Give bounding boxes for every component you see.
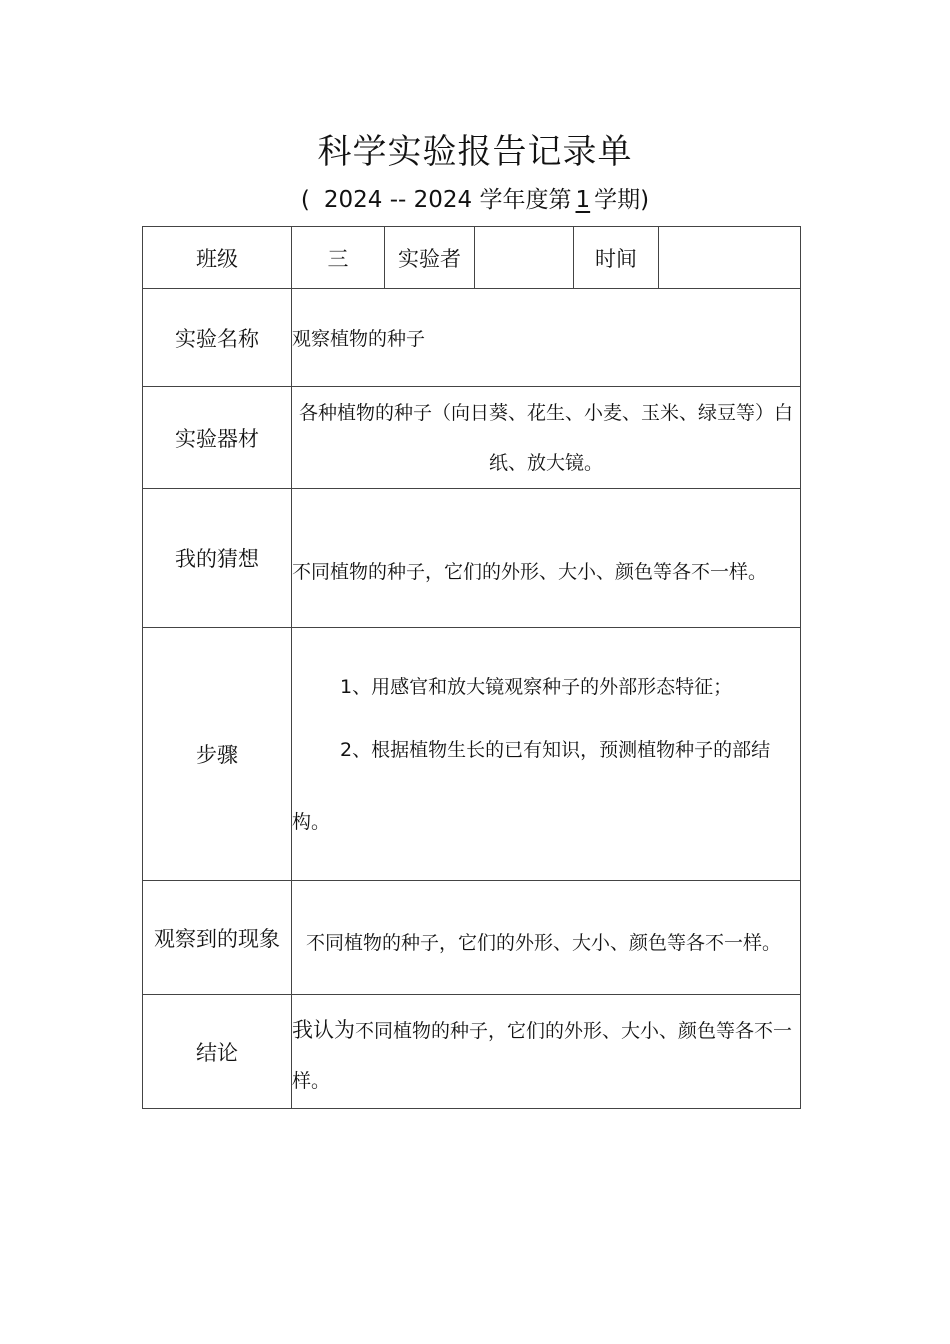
class-label: 班级 [143, 227, 292, 289]
observation-value: 不同植物的种子，它们的外形、大小、颜色等各不一样。 [306, 932, 782, 954]
page-title: 科学实验报告记录单 [317, 132, 633, 172]
conclusion-label: 结论 [143, 995, 292, 1109]
time-value [659, 227, 801, 289]
equipment-cell [292, 387, 801, 489]
experiment-name-row [143, 289, 801, 387]
term-semester: 1 [575, 187, 591, 213]
term-separator: -- [389, 187, 407, 213]
experiment-name-label: 实验名称 [143, 289, 292, 387]
observation-row [143, 881, 801, 995]
experimenter-value [475, 227, 574, 289]
report-table [142, 226, 801, 1109]
conclusion-cell [292, 995, 801, 1109]
guess-label: 我的猜想 [143, 489, 292, 628]
guess-row [143, 489, 801, 628]
conclusion-value: 不同植物的种子，它们的外形、大小、颜色等各不一样。 [292, 1020, 793, 1092]
term-line [0, 182, 950, 218]
conclusion-row [143, 995, 801, 1109]
step-2-wrap: 构。 [292, 810, 331, 833]
equipment-row [143, 387, 801, 489]
steps-label: 步骤 [143, 628, 292, 881]
steps-text [292, 672, 800, 837]
experimenter-label: 实验者 [385, 227, 475, 289]
step-2: 2、根据植物生长的已有知识，预测植物种子的部结 [340, 738, 771, 761]
steps-row [143, 628, 801, 881]
guess-cell [292, 489, 801, 628]
experiment-name-value: 观察植物的种子 [292, 289, 801, 387]
header-row [143, 227, 801, 289]
steps-cell [292, 628, 801, 881]
equipment-value: 各种植物的种子（向日葵、花生、小麦、玉米、绿豆等）白纸、放大镜。 [298, 401, 793, 474]
conclusion-text [292, 997, 800, 1106]
class-value: 三 [292, 227, 385, 289]
term-open: ( [300, 187, 310, 213]
observation-cell [292, 881, 801, 995]
term-semester-suffix: 学期) [594, 187, 650, 213]
term-year-suffix: 学年度第 [479, 187, 572, 213]
term-end-year: 2024 [413, 187, 473, 213]
term-start-year: 2024 [323, 187, 383, 213]
time-label: 时间 [574, 227, 659, 289]
guess-value: 不同植物的种子，它们的外形、大小、颜色等各不一样。 [292, 560, 768, 583]
conclusion-prefix: 我认为 [292, 1018, 355, 1042]
equipment-label: 实验器材 [143, 387, 292, 489]
step-1: 1、用感官和放大镜观察种子的外部形态特征； [340, 675, 733, 698]
observation-label: 观察到的现象 [143, 881, 292, 995]
